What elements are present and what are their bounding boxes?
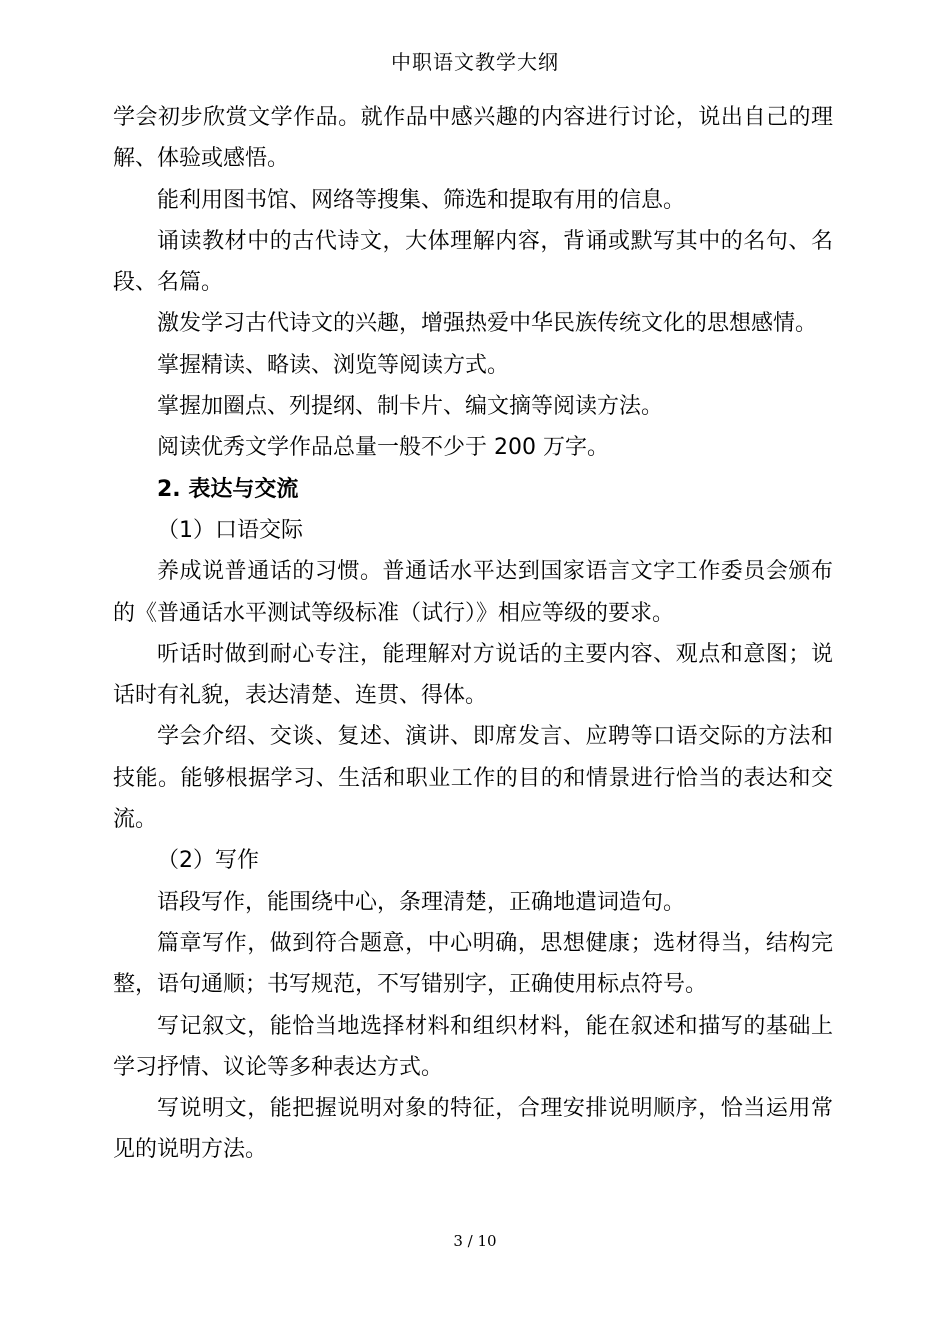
paragraph-culture-interest: 激发学习古代诗文的兴趣，增强热爱中华民族传统文化的思想感情。 bbox=[157, 311, 818, 337]
page-header-title: 中职语文教学大纲 bbox=[391, 50, 559, 74]
document-body bbox=[113, 97, 833, 1171]
paragraph-oral-skills: 学会介绍、交谈、复述、演讲、即席发言、应聘等口语交际的方法和技能。能够根据学习、生活和职业工作的目的和情景进行恰当的表达和交流。 bbox=[113, 724, 833, 833]
paragraph-classical-poetry: 诵读教材中的古代诗文，大体理解内容，背诵或默写其中的名句、名段、名篇。 bbox=[113, 228, 833, 296]
paragraph-reading-volume: 阅读优秀文学作品总量一般不少于 200 万字。 bbox=[157, 435, 609, 461]
section-heading-expression: 2. 表达与交流 bbox=[157, 476, 299, 502]
paragraph-essay-writing: 篇章写作，做到符合题意，中心明确，思想健康；选材得当，结构完整，语句通顺；书写规范，不写错别字，正确使用标点符号。 bbox=[113, 930, 833, 998]
paragraph-information-search: 能利用图书馆、网络等搜集、筛选和提取有用的信息。 bbox=[157, 187, 686, 213]
page-number: 3 / 10 bbox=[453, 1232, 497, 1250]
subheading-oral-communication: （1）口语交际 bbox=[157, 517, 303, 543]
subheading-writing: （2）写作 bbox=[157, 848, 259, 874]
paragraph-mandarin: 养成说普通话的习惯。普通话水平达到国家语言文字工作委员会颁布的《普通话水平测试等级标准（试行）》相应等级的要求。 bbox=[113, 559, 833, 626]
paragraph-segment-writing: 语段写作，能围绕中心，条理清楚，正确地遣词造句。 bbox=[157, 889, 686, 915]
paragraph-appreciation: 学会初步欣赏文学作品。就作品中感兴趣的内容进行讨论，说出自己的理解、体验或感悟。 bbox=[113, 105, 833, 172]
paragraph-reading-methods: 掌握加圈点、列提纲、制卡片、编文摘等阅读方法。 bbox=[157, 394, 664, 420]
paragraph-reading-modes: 掌握精读、略读、浏览等阅读方式。 bbox=[157, 352, 510, 378]
paragraph-expository: 写说明文，能把握说明对象的特征，合理安排说明顺序，恰当运用常见的说明方法。 bbox=[113, 1096, 833, 1163]
paragraph-narrative: 写记叙文，能恰当地选择材料和组织材料，能在叙述和描写的基础上学习抒情、议论等多种表达方式。 bbox=[113, 1013, 833, 1080]
paragraph-listening: 听话时做到耐心专注，能理解对方说话的主要内容、观点和意图；说话时有礼貌，表达清楚、连贯、得体。 bbox=[113, 641, 833, 709]
